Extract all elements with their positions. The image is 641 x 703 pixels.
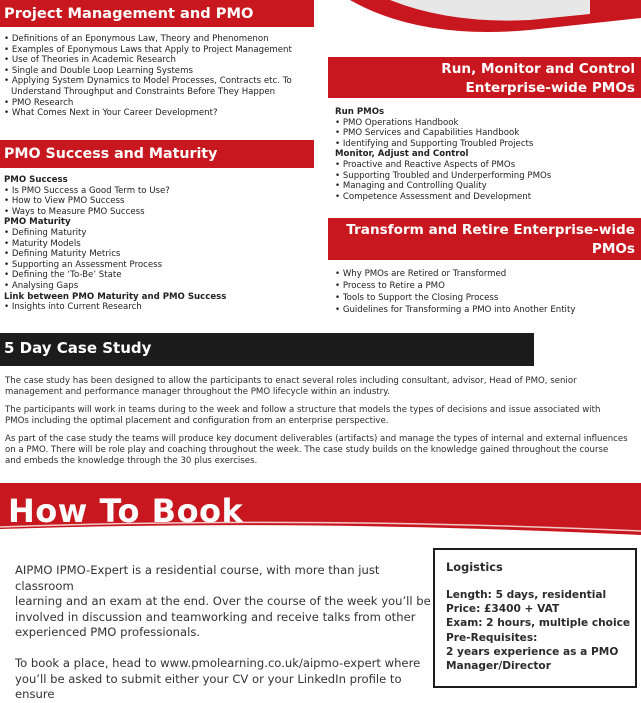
transform-retire-list <box>335 268 635 316</box>
logistics-box <box>433 548 637 688</box>
logistics-prereq-value: Manager/Director <box>446 660 551 673</box>
list-item-continuation: Understand Throughput and Constraints Before They Happen <box>11 86 276 97</box>
section-title: PMO Success and Maturity <box>4 146 218 162</box>
list-item: • Defining Maturity <box>4 228 314 239</box>
list-item: • Examples of Eponymous Laws that Apply to Project Management <box>4 45 314 56</box>
success-maturity-list <box>4 175 314 313</box>
section-title-line: PMOs <box>591 241 635 257</box>
logistics-exam: Exam: 2 hours, multiple choice <box>446 617 631 630</box>
case-study-body <box>5 376 637 466</box>
list-item: • Definitions of an Eponymous Law, Theory and Phenomenon <box>4 34 314 45</box>
section-header-transform-retire <box>328 218 641 260</box>
list-item: • PMO Research <box>4 98 314 109</box>
case-study-paragraph: The case study has been designed to allow the participants to enact several roles including consultant, advisor, Head of PMO, senior management and performance manager throughout the PMO lifecycle within an industry. <box>5 376 577 397</box>
section-header-run-monitor <box>328 57 641 98</box>
list-item: • Why PMOs are Retired or Transformed <box>335 268 635 280</box>
logistics-prereq-value: 2 years experience as a PMO <box>446 645 619 658</box>
how-to-book-body <box>15 563 435 703</box>
list-heading: PMO Maturity <box>4 217 71 228</box>
pm-research-list <box>4 34 314 119</box>
list-item: • Defining the ‘To-Be’ State <box>4 270 314 281</box>
logistics-prereq-label: Pre-Requisites: <box>446 631 538 644</box>
list-item: • Applying System Dynamics to Model Processes, Contracts etc. To <box>4 76 314 87</box>
list-item: • PMO Services and Capabilities Handbook <box>335 128 635 139</box>
logistics-price: Price: £3400 + VAT <box>446 603 560 616</box>
how-to-book-banner <box>0 483 641 540</box>
list-item: • Guidelines for Transforming a PMO into Another Entity <box>335 304 635 316</box>
list-item: • Supporting Troubled and Underperforming PMOs <box>335 171 635 182</box>
decorative-swoosh <box>330 0 641 40</box>
list-item: • PMO Operations Handbook <box>335 118 635 129</box>
how-to-book-paragraph: AIPMO IPMO-Expert is a residential course, with more than just classroom learning and an exam at the end. Over the course of the week you’ll be involved in discussion and teamworking and receive talks from other experienced PMO professionals. <box>15 563 431 640</box>
list-item: • Tools to Support the Closing Process <box>335 292 635 304</box>
list-item: • Insights into Current Research <box>4 302 314 313</box>
case-study-paragraph: The participants will work in teams during to the week and follow a structure that models the types of decisions and issue associated with PMOs including the optimal placement and configuration from an enterprise perspective. <box>5 405 601 426</box>
list-heading: Link between PMO Maturity and PMO Success <box>4 291 227 302</box>
page-title: How To Book <box>8 492 244 530</box>
section-title-line: Run, Monitor and Control <box>441 61 635 77</box>
list-heading: Monitor, Adjust and Control <box>335 149 469 160</box>
list-item: • Supporting an Assessment Process <box>4 260 314 271</box>
list-item: • Analysing Gaps <box>4 281 314 292</box>
list-item: • Use of Theories in Academic Research <box>4 55 314 66</box>
section-title-line: Transform and Retire Enterprise-wide <box>346 222 635 238</box>
list-item: • How to View PMO Success <box>4 196 314 207</box>
list-item: • Process to Retire a PMO <box>335 280 635 292</box>
logistics-length: Length: 5 days, residential <box>446 589 607 601</box>
logistics-title: Logistics <box>446 560 503 574</box>
list-item: • Proactive and Reactive Aspects of PMOs <box>335 160 635 171</box>
section-header-case-study <box>0 333 534 366</box>
list-heading: Run PMOs <box>335 107 385 117</box>
list-item: • Competence Assessment and Development <box>335 192 635 203</box>
section-title-line: Enterprise-wide PMOs <box>465 80 635 96</box>
section-title: Project Management and PMO <box>4 5 254 22</box>
how-to-book-paragraph: To book a place, head to www.pmolearning.co.uk/aipmo-expert where you’ll be asked to submit either your CV or your LinkedIn profile to ensure <box>15 655 421 702</box>
list-item: • Ways to Measure PMO Success <box>4 207 314 218</box>
section-header-success-maturity <box>0 140 314 168</box>
list-item: • What Comes Next in Your Career Development? <box>4 108 314 119</box>
list-item: • Managing and Controlling Quality <box>335 181 635 192</box>
list-item: • Single and Double Loop Learning Systems <box>4 66 314 77</box>
run-monitor-list <box>335 107 635 202</box>
list-item: • Maturity Models <box>4 239 314 250</box>
list-item: • Is PMO Success a Good Term to Use? <box>4 186 314 197</box>
section-header-pm-research <box>0 0 314 27</box>
section-title: 5 Day Case Study <box>4 339 152 357</box>
list-heading: PMO Success <box>4 175 68 185</box>
list-item: • Defining Maturity Metrics <box>4 249 314 260</box>
list-item: • Identifying and Supporting Troubled Projects <box>335 139 635 150</box>
case-study-paragraph: As part of the case study the teams will produce key document deliverables (artifacts) and manage the types of internal and external influences on a PMO. There will be role play and coaching throughout the week. The case study builds on the knowledge gained throughout the course and embeds the knowledge through the 30 plus exercises. <box>5 434 628 466</box>
